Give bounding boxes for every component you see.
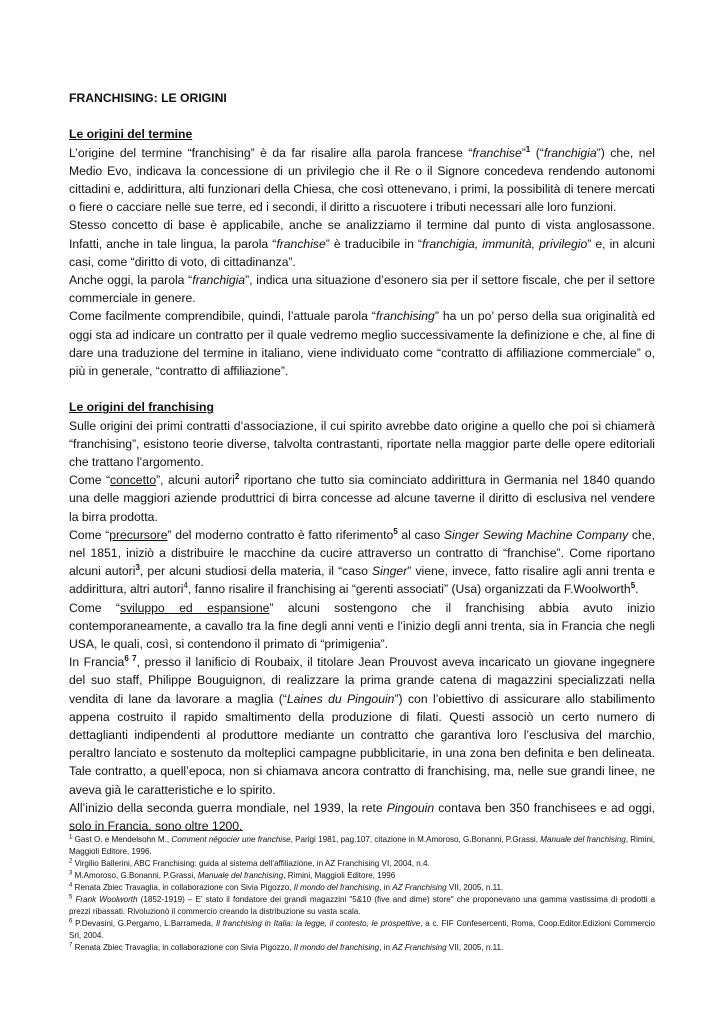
- paragraph: Come “concetto”, alcuni autori$^2$ riportano che tutto sia cominciato addirittura in Germania nel 1840 quando una delle maggiori aziende produttrici di birra concesse ad alcune taverne il diritto di esclusiva nel vendere la birra prodotta.: [69, 472, 655, 524]
- footnote-4: $^4$ Renata Zbiec Travaglia, in collaborazione con Sivia Pigozzo, Il mondo del franchising, in AZ Franchising VII, 2005, n.11.: [69, 882, 504, 892]
- paragraph: Come facilmente comprendibile, quindi, l’attuale parola “franchising” ha un po’ perso della sua originalità ed oggi sta ad indicare un contratto per il quale vedremo meglio successivamente la definizione e che, al fine di dare una traduzione del termine in italiano, viene individuato come “contratto di affiliazione commerciale” o, più in generale, “contratto di affiliazione”.: [69, 309, 655, 379]
- footnote-5: $^5$ Frank Woolworth (1852-1919) – E’ stato il fondatore dei grandi magazzini "5&10 (five and dime) store" che proponevano una gamma vastissima di prodotti a prezzi ribassati. Rivoluzionò il commercio creando la distribuzione su vasta scala.: [69, 894, 656, 916]
- footnote-3: $^3$ M.Amoroso, G.Bonanni, P.Grassi, Manuale del franchising, Rimini, Maggioli Editore, 1996: [69, 870, 396, 880]
- footnote-7: $^7$ Renata Zbiec Travaglia, in collaborazione con Sivia Pigozzo, Il mondo del franchising, in AZ Franchising VII, 2005, n.11.: [69, 942, 504, 952]
- footnote-2: $^2$ Virgilio Ballerini, ABC Franchising: guida al sistema dell’affiliazione, in AZ Franchising VI, 2004, n.4.: [69, 858, 430, 868]
- paragraph: Sulle origini dei primi contratti d’associazione, il cui spirito avrebbe dato origine a quello che poi si chiamerà “franchising”, esistono teorie diverse, talvolta contrastanti, riportate nella maggior parte delle opere editoriali che trattano l’argomento.: [69, 418, 655, 470]
- footnote-ref[interactable]: 3: [135, 563, 140, 573]
- paragraph: In Francia$^{6 7}$, presso il lanificio di Roubaix, il titolare Jean Prouvost aveva incaricato un giovane ingegnere del suo staff, Philippe Bouguignon, di realizzare la prima grande catena di magazzini specializzati nella vendita di lane da lavorare a maglia (“Laines du Pingouin”) con l’obiettivo di assicurare allo stabilimento appena costruito il rapido smaltimento della produzione di filati. Questi associò un certo numero di dettaglianti indipendenti al produttore mediante un contratto che garantiva loro l’esclusiva del marchio, peraltro lanciato e sostenuto da molteplici campagne pubblicitarie, in una zona ben definita e ben delineata. Tale contratto, a quell’epoca, non si chiamava ancora contratto di franchising, ma, nelle sue grandi linee, ne aveva già le caratteristiche e lo spirito.: [69, 654, 655, 797]
- paragraph: Come “precursore” del moderno contratto è fatto riferimento$^5$ al caso Singer Sewing Machine Company che, nel 1851, iniziò a distribuire le macchine da cucire attraverso un contratto di “franchise”. Come riportano alcuni autori$^3$, per alcuni studiosi della materia, il “caso Singer” viene, invece, fatto risalire agli anni trenta e addirittura, altri autori$^4$, fanno risalire il franchising ai “gerenti associati” (Usa) organizzati da F.Woolworth$^5$.: [69, 526, 655, 597]
- footnote-ref[interactable]: 6 7: [124, 654, 137, 664]
- paragraph: Come “sviluppo ed espansione” alcuni sostengono che il franchising abbia avuto inizio contemporaneamente, a cavallo tra la fine degli anni venti e l’inizio degli anni trenta, sia in Francia che negli USA, le quali, così, si contendono il primato di “primigenia”.: [69, 600, 656, 652]
- paragraph: Anche oggi, la parola “franchigia”, indica una situazione d’esonero sia per il settore fiscale, che per il settore commerciale in genere.: [69, 273, 656, 306]
- section-heading-franchising: Le origini del franchising: [69, 400, 214, 415]
- footnote-6: $^6$ P.Devasini, G.Pergamo, L.Barrameda, Il franchising in Italia: la legge, il contesto, le prospettive, a c. FIF Confesercenti, Roma, Coop.Editor.Edizioni Commercio Srl, 2004.: [69, 918, 655, 940]
- footnote-ref[interactable]: 5: [630, 581, 636, 591]
- paragraph: All’inizio della seconda guerra mondiale, nel 1939, la rete Pingouin contava ben 350 franchisees e ad oggi, solo in Francia, sono oltre 1200.: [69, 800, 655, 834]
- section-heading-termine: Le origini del termine: [69, 127, 193, 142]
- paragraph: L’origine del termine “franchising” è da far risalire alla parola francese “franchise”$^1$ (“franchigia”) che, nel Medio Evo, indicava la concessione di un privilegio che il Re o il Signore concedeva rendendo autonomi cittadini e, addirittura, alti funzionari della Chiesa, che così ottenevano, i primi, la possibilità di tenere mercati o fiere o cacciare nelle sue terre, ed i secondi, il diritto a riscuotere i tributi necessari alle loro funzioni.: [69, 144, 655, 215]
- footnote-1: $^1$ Gast O. e Mendelsohn M., Comment négocier une franchise, Parigi 1981, pag.107, citazione in M.Amoroso, G.Bonanni, P.Grassi, Manuale del franchising, Rimini, Maggioli Editore, 1996.: [69, 834, 656, 856]
- document-title: FRANCHISING: LE ORIGINI: [69, 91, 227, 105]
- footnote-ref[interactable]: 2: [234, 472, 240, 482]
- footnote-ref[interactable]: 1: [525, 144, 531, 154]
- footnote-divider: [69, 830, 243, 831]
- footnote-ref[interactable]: 5: [393, 526, 398, 536]
- footnote-ref[interactable]: 4: [183, 581, 188, 591]
- paragraph: Stesso concetto di base è applicabile, anche se analizziamo il termine dal punto di vista anglosassone. Infatti, anche in tale lingua, la parola “franchise” è traducibile in “franchigia, immunità, privilegio” e, in alcuni casi, come “diritto di voto, di cittadinanza”.: [69, 218, 655, 269]
- document-body: [69, 89, 655, 835]
- footnotes: [69, 834, 655, 954]
